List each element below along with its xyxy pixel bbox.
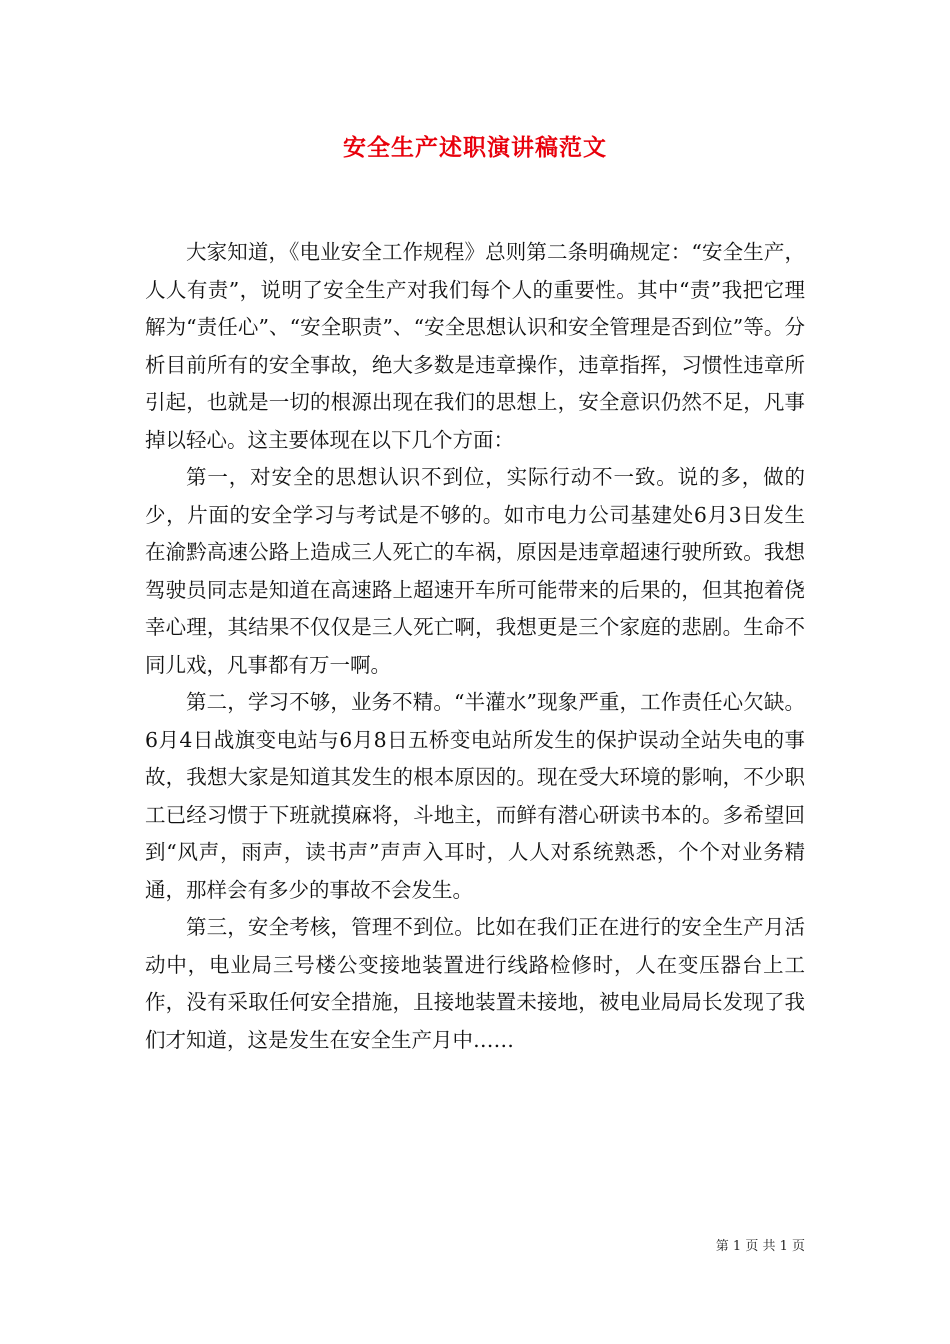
paragraph-second: 第二，学习不够，业务不精。“半灌水”现象严重，工作责任心欠缺。6月4日战旗变电站与6月8日五桥变电站所发生的保护误动全站失电的事故，我想大家是知道其发生的根本原因的。现在受大环境的影响，不少职工已经习惯于下班就摸麻将，斗地主，而鲜有潜心研读书本的。多希望回到“风声，雨声，读书声”声声入耳时，人人对系统熟悉，个个对业务精通，那样会有多少的事故不会发生。 <box>145 690 805 902</box>
paragraph-first: 第一，对安全的思想认识不到位，实际行动不一致。说的多，做的少，片面的安全学习与考试是不够的。如市电力公司基建处6月3日发生在渝黔高速公路上造成三人死亡的车祸，原因是违章超速行驶所致。我想驾驶员同志是知道在高速路上超速开车所可能带来的后果的，但其抱着侥幸心理，其结果不仅仅是三人死亡啊，我想更是三个家庭的悲剧。生命不同儿戏，凡事都有万一啊。 <box>145 465 805 677</box>
document-title: 安全生产述职演讲稿范文 <box>343 134 607 161</box>
document-body <box>145 234 805 1059</box>
page-number-footer: 第 1 页 共 1 页 <box>715 1239 805 1254</box>
paragraph-third: 第三，安全考核，管理不到位。比如在我们正在进行的安全生产月活动中，电业局三号楼公变接地装置进行线路检修时，人在变压器台上工作，没有采取任何安全措施，且接地装置未接地，被电业局局长发现了我们才知道，这是发生在安全生产月中…… <box>145 915 805 1052</box>
paragraph-intro: 大家知道，《电业安全工作规程》总则第二条明确规定：“安全生产，人人有责”，说明了安全生产对我们每个人的重要性。其中“责”我把它理解为“责任心”、“安全职责”、“安全思想认识和安全管理是否到位”等。分析目前所有的安全事故，绝大多数是违章操作，违章指挥，习惯性违章所引起，也就是一切的根源出现在我们的思想上，安全意识仍然不足，凡事掉以轻心。这主要体现在以下几个方面： <box>145 240 805 452</box>
